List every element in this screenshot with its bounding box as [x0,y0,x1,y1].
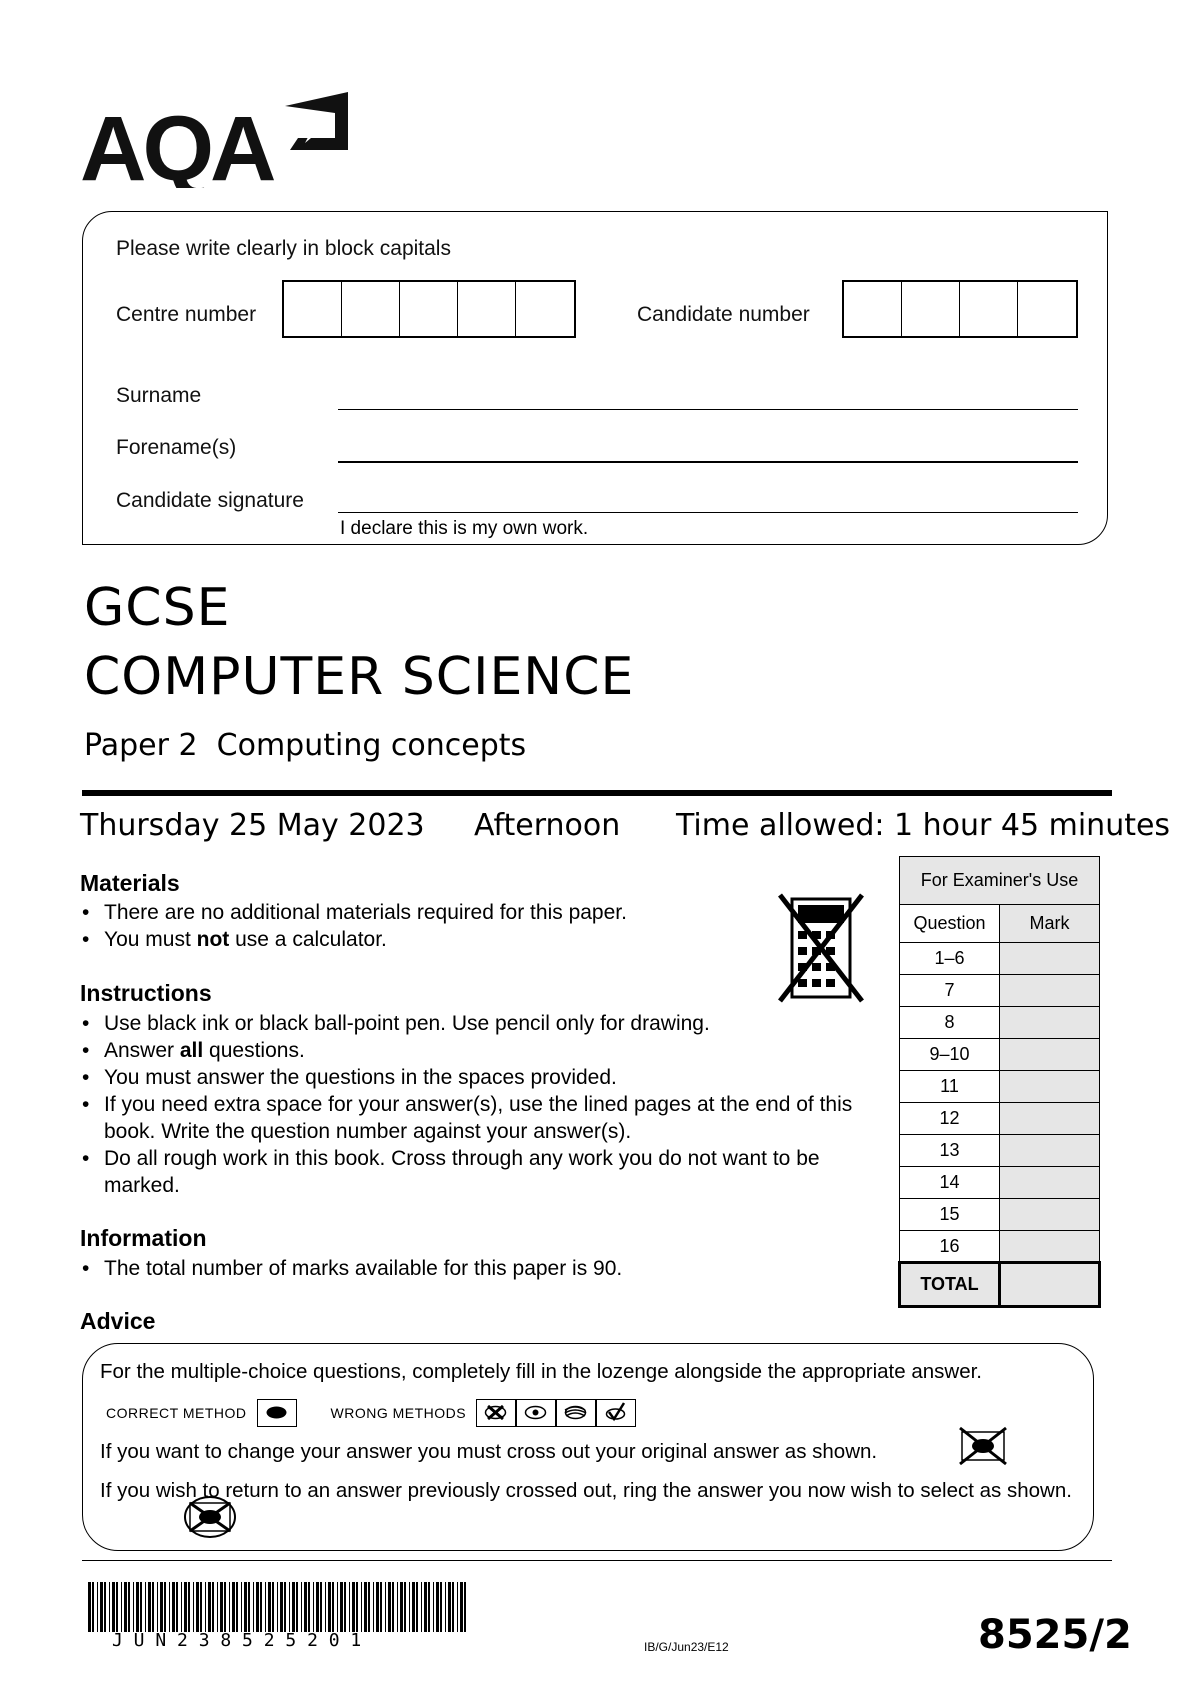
column-header-question: Question [900,905,1000,943]
declaration-text: I declare this is my own work. [340,518,589,539]
advice-line-2: If you want to change your answer you must cross out your original answer as shown. [100,1440,878,1463]
mark-cell[interactable] [1000,1071,1100,1103]
crossed-out-calculator-icon [778,893,864,1003]
surname-label: Surname [116,384,202,407]
examiner-table-title: For Examiner's Use [900,857,1100,905]
correct-method-label: CORRECT METHOD [106,1405,247,1421]
mark-cell[interactable] [1000,943,1100,975]
question-number: 16 [900,1231,1000,1263]
ticked-lozenge-icon [596,1399,636,1427]
table-row [900,1167,1100,1199]
advice-heading: Advice [80,1308,156,1334]
table-row [900,1071,1100,1103]
exam-subject: COMPUTER SCIENCE [84,647,635,707]
examiner-table [898,856,1101,1308]
list-item: • There are no additional materials required for this paper. [80,899,770,926]
total-mark-cell[interactable] [1000,1263,1100,1307]
question-number: 11 [900,1071,1000,1103]
wrong-methods-icons [476,1399,636,1427]
advice-line-1: For the multiple-choice questions, completely fill in the lozenge alongside the appropriate answer. [100,1360,983,1383]
exam-session: Afternoon [474,808,621,843]
mark-cell[interactable] [1000,1167,1100,1199]
column-header-mark: Mark [1000,905,1100,943]
table-row [900,975,1100,1007]
table-row [900,943,1100,975]
signature-field[interactable] [338,512,1078,513]
question-number: 9–10 [900,1039,1000,1071]
table-row [900,1007,1100,1039]
table-row [900,1199,1100,1231]
mark-cell[interactable] [1000,1199,1100,1231]
ringed-lozenge-icon [182,1494,238,1540]
dotted-lozenge-icon [516,1399,556,1427]
mark-cell[interactable] [1000,975,1100,1007]
crossed-out-lozenge-icon [958,1426,1008,1466]
instructions-heading: Instructions [80,980,212,1006]
list-item: • You must answer the questions in the spaces provided. [80,1064,870,1091]
centre-number-field[interactable] [282,280,576,338]
question-number: 13 [900,1135,1000,1167]
title-rule [82,790,1112,796]
aqa-logo [80,88,350,188]
question-number: 15 [900,1199,1000,1231]
paper-reference: IB/G/Jun23/E12 [644,1640,729,1654]
mark-cell[interactable] [1000,1135,1100,1167]
exam-level: GCSE [84,578,231,638]
forename-label: Forename(s) [116,436,237,459]
list-item: • Answer all questions. [80,1037,870,1064]
total-row [900,1263,1100,1307]
signature-label: Candidate signature [116,489,304,512]
crossed-lozenge-icon [476,1399,516,1427]
list-item: • You must not use a calculator. [80,926,770,953]
table-row [900,1135,1100,1167]
question-number: 7 [900,975,1000,1007]
filled-lozenge-icon [257,1399,297,1427]
forename-field[interactable] [338,461,1078,463]
question-number: 12 [900,1103,1000,1135]
mark-cell[interactable] [1000,1231,1100,1263]
mark-cell[interactable] [1000,1007,1100,1039]
exam-date: Thursday 25 May 2023 [80,808,425,843]
information-list [80,1255,870,1282]
candidate-number-label: Candidate number [637,303,810,326]
materials-heading: Materials [80,870,180,896]
question-number: 14 [900,1167,1000,1199]
advice-line-3: If you wish to return to an answer previously crossed out, ring the answer you now wish to select as shown. [100,1479,1072,1502]
list-item: • Use black ink or black ball-point pen. Use pencil only for drawing. [80,1010,870,1037]
mark-cell[interactable] [1000,1039,1100,1071]
instructions-list [80,1010,870,1199]
barcode-text: J U N 2 3 8 5 2 5 2 0 1 [112,1630,362,1651]
list-item: • If you need extra space for your answer(s), use the lined pages at the end of this book. Write the question number against your answer(s). [80,1091,870,1145]
barcode [88,1582,473,1632]
wrong-methods-label: WRONG METHODS [330,1405,467,1421]
table-row [900,1231,1100,1263]
method-examples [106,1396,636,1430]
mark-cell[interactable] [1000,1103,1100,1135]
table-row [900,1103,1100,1135]
block-capitals-instruction: Please write clearly in block capitals [116,237,451,260]
question-number: 1–6 [900,943,1000,975]
centre-number-label: Centre number [116,303,257,326]
footer-rule [82,1560,1112,1561]
question-number: 8 [900,1007,1000,1039]
scribbled-lozenge-icon [556,1399,596,1427]
paper-code: 8525/2 [978,1612,1132,1658]
list-item: • Do all rough work in this book. Cross through any work you do not want to be marked. [80,1145,870,1199]
paper-title: Paper 2 Computing concepts [84,728,527,763]
time-allowed: Time allowed: 1 hour 45 minutes [676,808,1171,843]
information-heading: Information [80,1225,207,1251]
surname-field[interactable] [338,409,1078,410]
candidate-number-field[interactable] [842,280,1078,338]
materials-list [80,899,770,953]
table-row [900,1039,1100,1071]
svg-text:AQA: AQA [80,98,273,188]
total-label: TOTAL [900,1263,1000,1307]
list-item: • The total number of marks available for this paper is 90. [80,1255,870,1282]
